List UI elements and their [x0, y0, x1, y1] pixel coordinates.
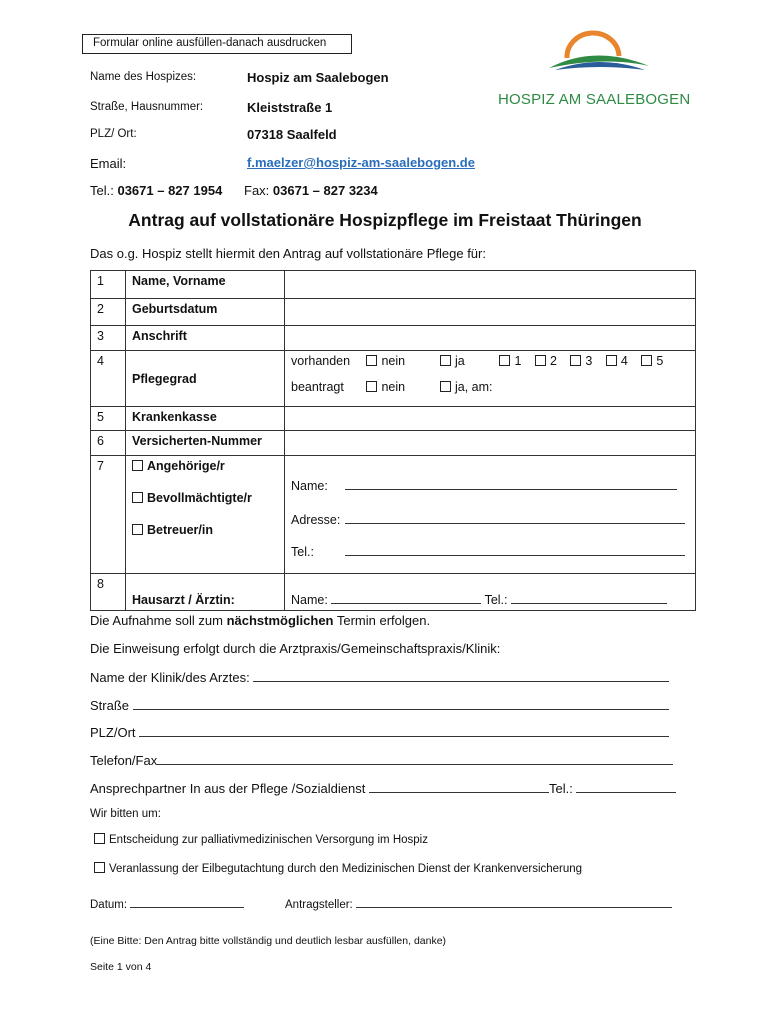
plz-value: 07318 Saalfeld — [247, 127, 337, 142]
contact-address-label: Adresse: — [291, 513, 341, 527]
plzort-line[interactable] — [139, 724, 669, 737]
name-field[interactable] — [285, 271, 696, 299]
fax-label: Fax: — [244, 183, 270, 198]
row-number: 5 — [91, 407, 126, 431]
hospiz-name-label: Name des Hospizes: — [90, 71, 197, 83]
ansprech-label: Ansprechpartner In aus der Pflege /Sozialdienst — [90, 781, 366, 796]
doctor-name-label: Name: — [291, 593, 328, 607]
antragsteller-line[interactable] — [356, 895, 672, 908]
pflegegrad-label: Pflegegrad — [126, 351, 285, 407]
doctor-tel-line[interactable] — [511, 591, 667, 604]
hausarzt-fields — [285, 574, 696, 611]
email-label: Email: — [90, 156, 127, 171]
contact-type-options — [126, 456, 285, 574]
checkbox-icon[interactable] — [499, 355, 510, 366]
row-number: 1 — [91, 271, 126, 299]
checkbox-icon[interactable] — [132, 460, 143, 471]
doctor-tel-label: Tel.: — [484, 593, 508, 607]
name-label: Name, Vorname — [126, 271, 285, 299]
grade-4-label: 4 — [620, 354, 628, 368]
plzort-label: PLZ/Ort — [90, 725, 136, 740]
row-number: 8 — [91, 574, 126, 611]
checkbox-icon[interactable] — [440, 355, 451, 366]
logo-text: HOSPIZ AM SAALEBOGEN — [498, 91, 691, 108]
checkbox-icon[interactable] — [94, 862, 105, 873]
contact-address-line[interactable] — [345, 511, 685, 524]
ansprech-tel-line[interactable] — [576, 780, 676, 793]
checkbox-icon[interactable] — [606, 355, 617, 366]
address-label: Anschrift — [126, 326, 285, 351]
ja-am-label: ja, am: — [454, 380, 493, 394]
option-eilbegutachtung: Veranlassung der Eilbegutachtung durch den Medizinischen Dienst der Krankenversicherung — [109, 863, 583, 875]
versicherten-label: Versicherten-Nummer — [126, 431, 285, 456]
tel-value: 03671 – 827 1954 — [117, 183, 223, 198]
ansprech-line[interactable] — [369, 780, 549, 793]
nein-label: nein — [381, 380, 406, 394]
checkbox-icon[interactable] — [132, 492, 143, 503]
tel-label: Tel.: — [90, 183, 114, 198]
angehoerige-label: Angehörige/r — [147, 459, 225, 473]
vorhanden-label: vorhanden — [291, 354, 351, 368]
grade-5-label: 5 — [656, 354, 664, 368]
footer-note: (Eine Bitte: Den Antrag bitte vollständig und deutlich lesbar ausfüllen, danke) — [90, 935, 447, 947]
street-label: Straße, Hausnummer: — [90, 101, 204, 113]
intro-text: Das o.g. Hospiz stellt hiermit den Antrag auf vollstationäre Pflege für: — [90, 246, 486, 261]
checkbox-icon[interactable] — [570, 355, 581, 366]
birthdate-field[interactable] — [285, 299, 696, 326]
ansprech-tel-label: Tel.: — [548, 781, 573, 796]
contact-name-line[interactable] — [345, 477, 677, 490]
versicherten-field[interactable] — [285, 431, 696, 456]
page-title: Antrag auf vollstationäre Hospizpflege im Freistaat Thüringen — [128, 210, 642, 230]
hausarzt-label: Hausarzt / Ärztin: — [126, 574, 285, 611]
checkbox-icon[interactable] — [366, 381, 377, 392]
row-number: 2 — [91, 299, 126, 326]
hospiz-logo-icon — [545, 30, 655, 75]
checkbox-icon[interactable] — [94, 833, 105, 844]
birthdate-label: Geburtsdatum — [126, 299, 285, 326]
option-palliativ: Entscheidung zur palliativmedizinischen Versorgung im Hospiz — [109, 834, 428, 846]
row-number: 4 — [91, 351, 126, 407]
fax-value: 03671 – 827 3234 — [272, 183, 378, 198]
klinik-line[interactable] — [253, 669, 669, 682]
checkbox-icon[interactable] — [641, 355, 652, 366]
street-value: Kleiststraße 1 — [247, 100, 333, 115]
strasse-label: Straße — [90, 698, 130, 713]
betreuer-label: Betreuer/in — [147, 523, 213, 537]
klinik-label: Name der Klinik/des Arztes: — [90, 670, 250, 685]
row-number: 3 — [91, 326, 126, 351]
hospiz-name-value: Hospiz am Saalebogen — [247, 70, 389, 85]
page-number: Seite 1 von 4 — [90, 961, 152, 973]
row-number: 6 — [91, 431, 126, 456]
contact-tel-line[interactable] — [345, 543, 685, 556]
beantragt-label: beantragt — [291, 380, 344, 394]
checkbox-icon[interactable] — [535, 355, 546, 366]
datum-label: Datum: — [90, 899, 128, 911]
grade-2-label: 2 — [549, 354, 557, 368]
datum-line[interactable] — [130, 895, 244, 908]
antragsteller-label: Antragsteller: — [285, 899, 353, 911]
email-link[interactable]: f.maelzer@hospiz-am-saalebogen.de — [247, 155, 475, 170]
telefon-label: Telefon/Fax — [90, 753, 158, 768]
aufnahme-text: Die Aufnahme soll zum nächstmöglichen Termin erfolgen. — [90, 613, 431, 628]
grade-3-label: 3 — [585, 354, 593, 368]
doctor-name-line[interactable] — [331, 591, 481, 604]
grade-1-label: 1 — [514, 354, 522, 368]
bitten-text: Wir bitten um: — [90, 808, 161, 820]
row-number: 7 — [91, 456, 126, 574]
krankenkasse-label: Krankenkasse — [126, 407, 285, 431]
address-field[interactable] — [285, 326, 696, 351]
checkbox-icon[interactable] — [366, 355, 377, 366]
online-form-note: Formular online ausfüllen-danach ausdrucken — [82, 34, 352, 54]
telefon-line[interactable] — [157, 752, 673, 765]
contact-tel-label: Tel.: — [291, 545, 314, 559]
contact-fields — [285, 456, 696, 574]
pflegegrad-field — [285, 351, 696, 407]
krankenkasse-field[interactable] — [285, 407, 696, 431]
nein-label: nein — [381, 354, 406, 368]
plz-label: PLZ/ Ort: — [90, 128, 137, 140]
einweisung-text: Die Einweisung erfolgt durch die Arztpraxis/Gemeinschaftspraxis/Klinik: — [90, 641, 501, 656]
checkbox-icon[interactable] — [440, 381, 451, 392]
bevollmaechtigte-label: Bevollmächtigte/r — [147, 491, 252, 505]
checkbox-icon[interactable] — [132, 524, 143, 535]
contact-name-label: Name: — [291, 479, 328, 493]
ja-label: ja — [454, 354, 465, 368]
patient-table — [90, 270, 696, 611]
strasse-line[interactable] — [133, 697, 669, 710]
